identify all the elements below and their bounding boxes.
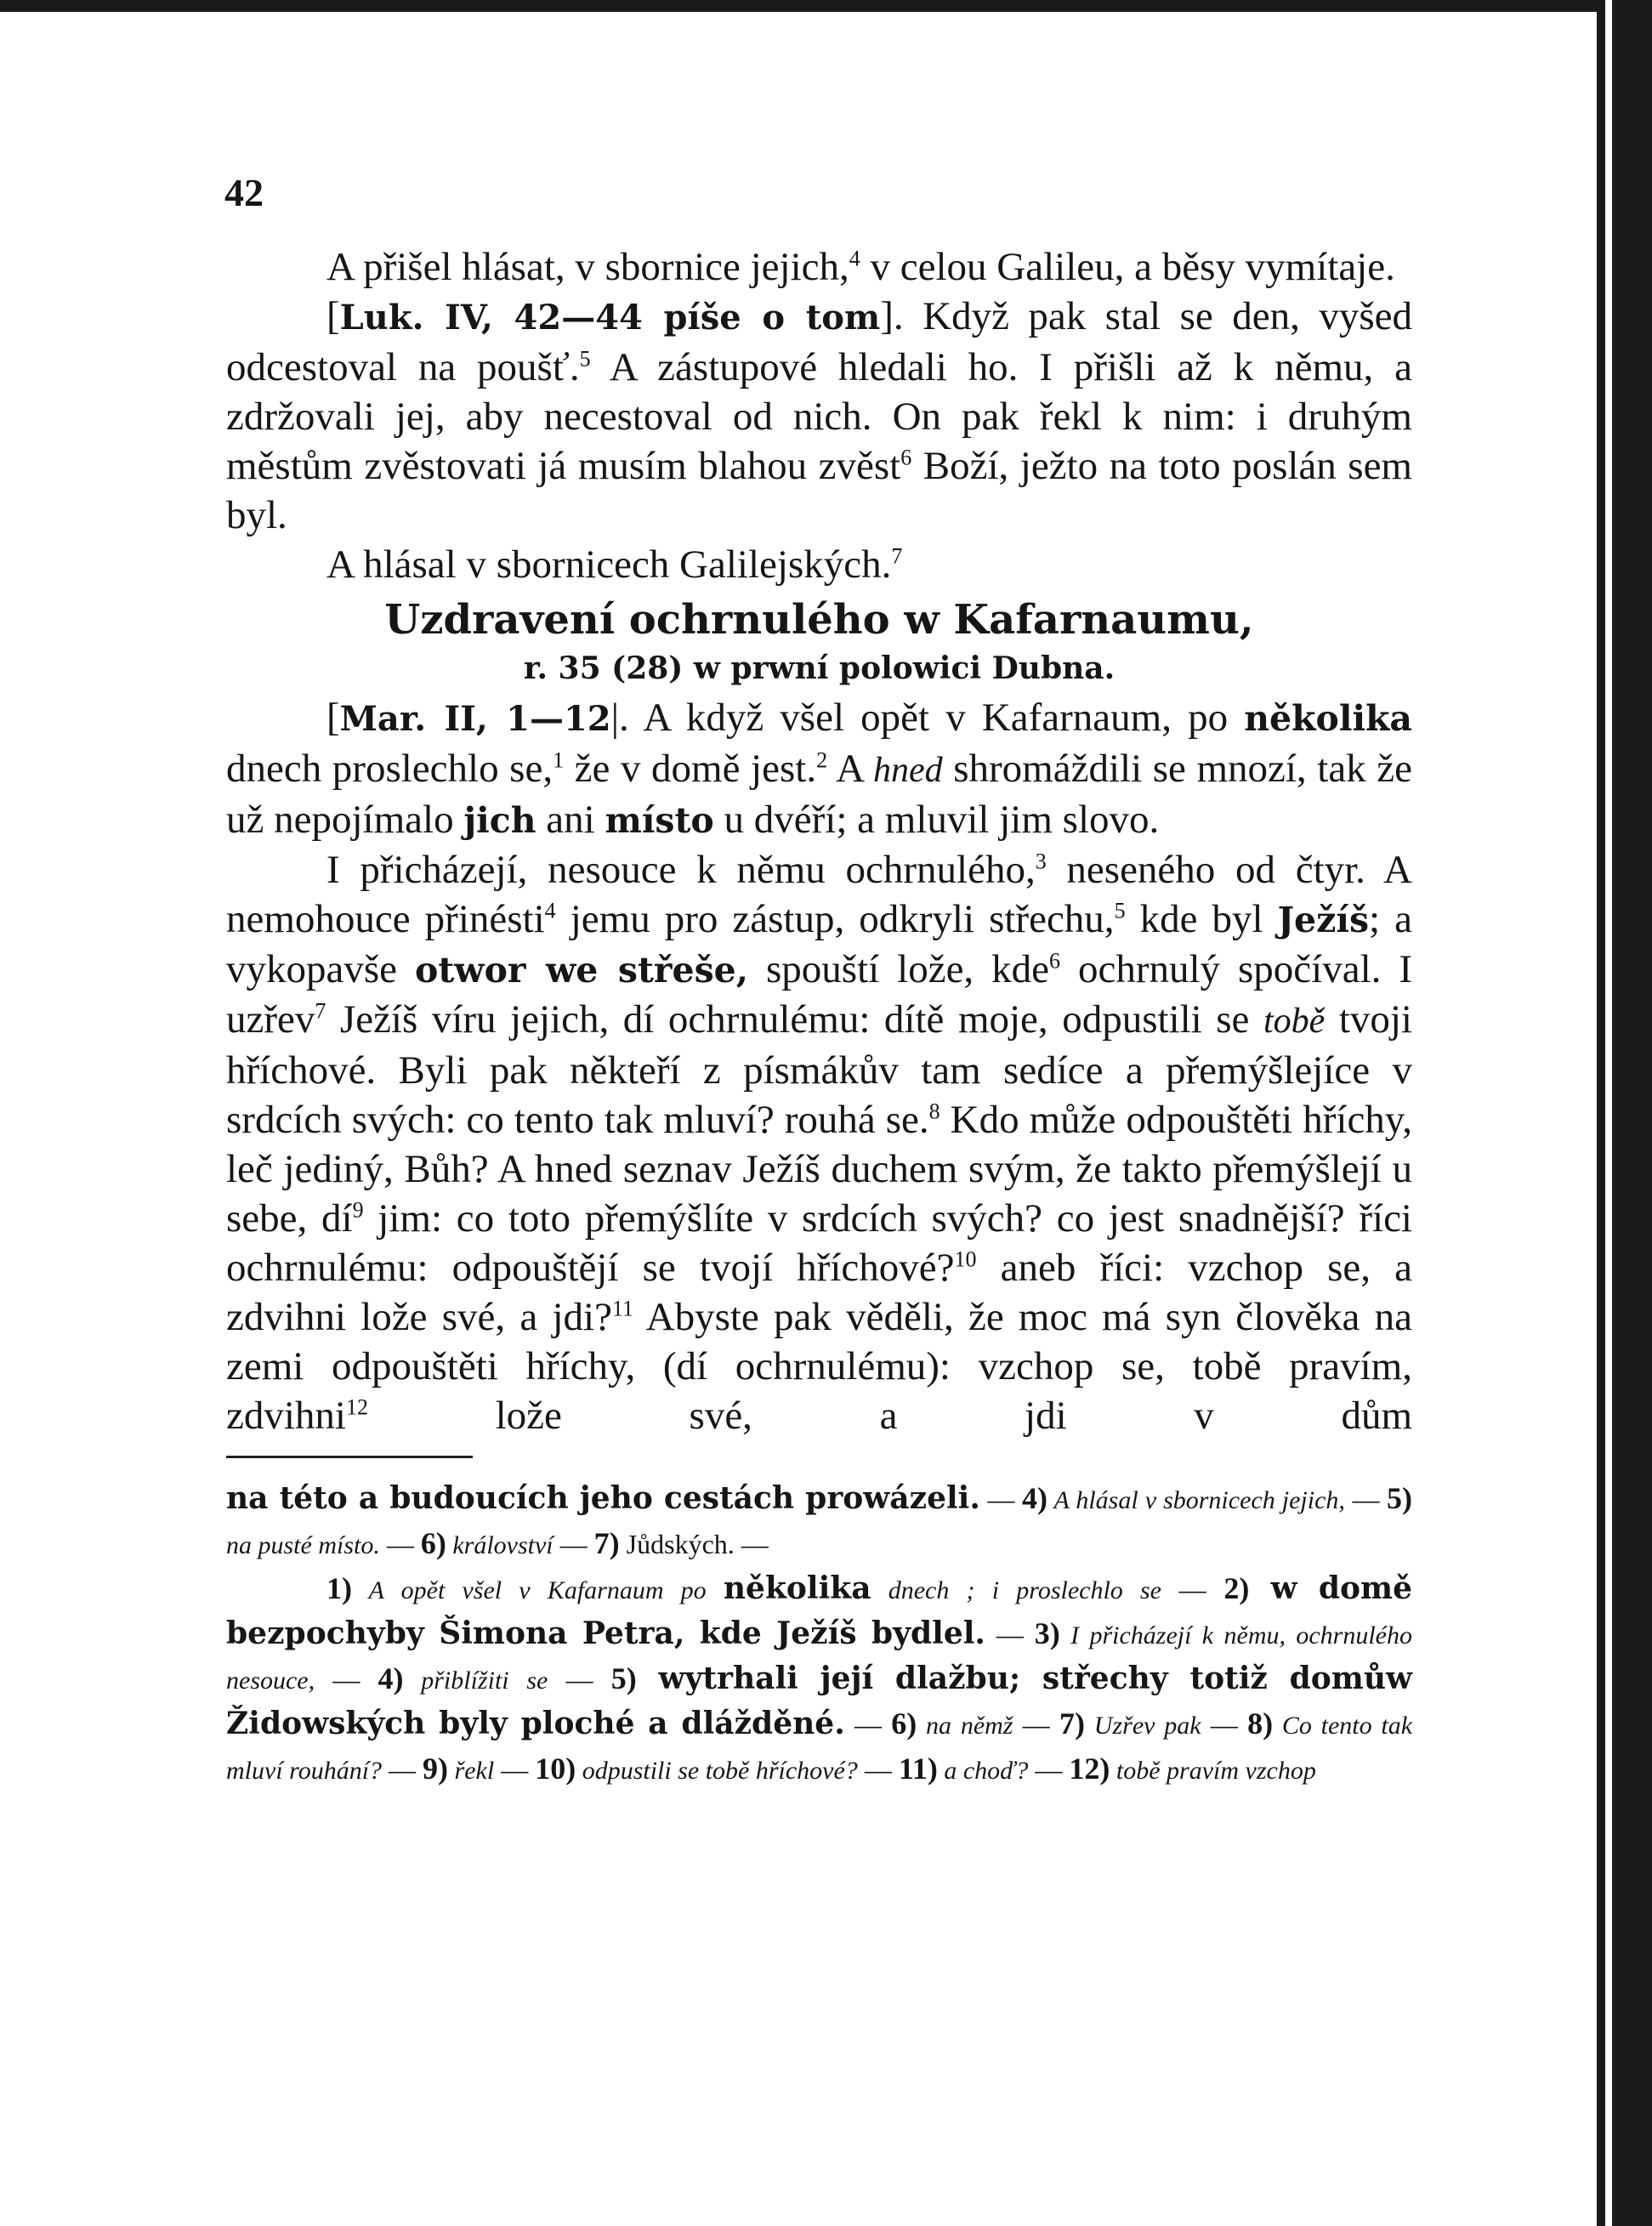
footnote-text: přiblížiti se	[403, 1667, 548, 1695]
scan-border-top	[0, 0, 1652, 12]
blackletter-text: místo	[605, 800, 714, 841]
footnote-text: na pusté místo.	[226, 1531, 380, 1559]
text: v celou Galileu, a běsy vymítaje.	[860, 245, 1395, 289]
footnote-text: odpustili se tobě hříchové?	[576, 1757, 858, 1785]
footnote-number: 10)	[535, 1752, 576, 1786]
text: A hlásal v sbornicech Galilejských.	[326, 542, 892, 587]
note-ref: 5	[1114, 898, 1126, 923]
footnote-number: 5)	[1387, 1481, 1413, 1515]
footnote-block-2	[226, 1567, 1412, 1792]
text: Ježíš víru jejich, dí ochrnulému: dítě moje, odpustili se	[326, 997, 1263, 1042]
footnote-text: dnech ; i proslechlo se	[871, 1576, 1161, 1604]
note-ref: 10	[954, 1246, 977, 1272]
blackletter-text: několika	[723, 1570, 871, 1606]
blackletter-text: jich	[463, 800, 536, 841]
dash: —	[1013, 1709, 1060, 1740]
note-ref: 12	[345, 1394, 368, 1420]
italic-text: tobě	[1263, 1002, 1326, 1041]
footnote-text: Uzřev pak	[1085, 1712, 1201, 1740]
dash: —	[1028, 1754, 1070, 1785]
text: že v domě jest.	[564, 747, 817, 791]
note-ref: 7	[891, 543, 903, 569]
note-ref: 9	[352, 1197, 364, 1223]
text: A přišel hlásat, v sbornice jejich,	[326, 245, 849, 289]
footnote-number: 7)	[593, 1526, 620, 1560]
text: ani	[536, 798, 605, 842]
blackletter-text: wytrhali její dlažbu; střechy totiž domůw Židowských byly ploché a dlážděné.	[226, 1661, 1413, 1741]
note-ref: 4	[849, 246, 860, 271]
blackletter-text: Ježíš	[1277, 900, 1370, 940]
dash: —	[382, 1754, 423, 1785]
note-ref: 5	[579, 346, 591, 372]
text: Abyste pak věděli, že moc má syn člověka na zemi odpouštěti hříchy, (dí ochrnulému): vzchop se, tobě pravím, zdvihni	[226, 1295, 1413, 1438]
text: ochrnulý spočíval. I uzřev	[226, 947, 1413, 1042]
footnote-number: 11)	[898, 1752, 938, 1786]
text: neseného od čtyr. A nemohouce přinésti	[226, 848, 1412, 941]
note-ref: 1	[553, 747, 565, 773]
dash: —	[553, 1529, 594, 1559]
text: |. A když všel opět v Kafarnaum, po	[610, 696, 1245, 740]
footnote-number: 4)	[1021, 1481, 1047, 1515]
cross-reference: Mar. II, 1—12	[339, 699, 611, 739]
italic-text: hned	[873, 751, 943, 790]
note-ref: 2	[816, 747, 828, 773]
text: tvoji hříchové. Byli pak někteří z písmákův tam sedíce a přemýšlejíce v srdcích svých: co tento tak mluví? rouhá se.	[226, 997, 1412, 1142]
text: shromáždili se mnozí, tak že už nepojímalo	[226, 747, 1412, 842]
footnote-number: 8)	[1247, 1706, 1274, 1740]
dash: —	[494, 1754, 536, 1785]
cross-reference: Luk. IV, 42—44 píše o tom	[339, 298, 881, 338]
scan-border-right	[1597, 0, 1652, 2226]
bracket: [	[326, 696, 340, 740]
dash: —	[844, 1709, 892, 1740]
footnote-text: Co tento tak mluví rouhání?	[226, 1712, 1413, 1785]
dash: —	[1201, 1709, 1248, 1740]
footnote-number: 4)	[378, 1661, 404, 1695]
text: jim: co toto přemýšlíte v srdcích svých? co jest snadnější? říci ochrnulému: odpouštějí se tvojí hříchové?	[226, 1196, 1412, 1290]
note-ref: 6	[900, 445, 912, 470]
footnote-text: I přicházejí k němu, ochrnulého nesouce,	[226, 1621, 1412, 1695]
footnote-number: 1)	[326, 1571, 352, 1605]
text: lože své, a jdi v dům	[367, 1394, 1412, 1438]
footnote-number: 9)	[423, 1752, 449, 1786]
dash: —	[734, 1529, 769, 1559]
dash: —	[985, 1619, 1035, 1650]
footnote-block-1	[226, 1477, 1412, 1567]
footnote-number: 3)	[1034, 1616, 1060, 1650]
footnote-text: tobě pravím vzchop	[1110, 1757, 1316, 1785]
text: jemu pro zástup, odkryli střechu,	[555, 897, 1115, 941]
blackletter-text: w domě bezpochyby Šimona Petra, kde Ježíš bydlel.	[226, 1570, 1412, 1651]
text: aneb říci: vzchop se, a zdvihni lože své, a jdi?	[226, 1246, 1412, 1339]
blackletter-text: otwor we střeše,	[414, 950, 749, 991]
footnote-number: 2)	[1223, 1571, 1250, 1605]
text: Boží, ježto na toto poslán sem byl.	[226, 444, 1412, 537]
paragraph-2	[226, 292, 1412, 540]
text: A zástupové hledali ho. I přišli až k němu, a zdržovali jej, aby necestoval od nich. On pak řekl k nim: i druhým městům zvěstovati já musím blahou zvěst	[226, 345, 1412, 488]
note-ref: 8	[928, 1099, 940, 1124]
body-text	[226, 242, 1412, 1440]
text: I přicházejí, nesouce k němu ochrnulého,	[326, 848, 1036, 892]
note-ref: 4	[544, 898, 556, 923]
blackletter-text: několika	[1244, 698, 1412, 739]
footnote-text: a choď?	[937, 1757, 1029, 1785]
text: ]. Když pak stal se den, vyšed odcestoval na poušť.	[226, 294, 1412, 389]
footnote-number: 12)	[1069, 1752, 1110, 1786]
footnotes	[226, 1477, 1412, 1792]
footnote-divider	[226, 1456, 473, 1458]
blackletter-text: na této a budoucích jeho cestách prowázeli.	[226, 1480, 980, 1516]
dash: —	[857, 1754, 899, 1785]
note-ref: 11	[611, 1296, 633, 1321]
footnote-number: 6)	[891, 1706, 917, 1740]
bracket: [	[326, 294, 340, 338]
note-ref: 7	[315, 998, 326, 1024]
dash: —	[1344, 1484, 1388, 1514]
dash: —	[379, 1529, 421, 1559]
note-ref: 3	[1035, 849, 1047, 874]
text: A	[827, 747, 873, 791]
footnote-text: království	[446, 1531, 554, 1559]
text: ; a vykopavše	[226, 897, 1413, 991]
section-subheading: r. 35 (28) w prwní polowici Dubna.	[523, 650, 1116, 686]
dash: —	[1161, 1574, 1224, 1604]
footnote-number: 5)	[610, 1661, 637, 1695]
footnote-text: Jůdských.	[619, 1529, 735, 1559]
section-heading: Uzdravení ochrnulého w Kafarnaumu,	[384, 596, 1254, 644]
book-page	[226, 170, 1412, 1792]
footnote-number: 7)	[1059, 1706, 1086, 1740]
dash: —	[315, 1664, 378, 1695]
note-ref: 6	[1049, 948, 1061, 974]
paragraph-4	[226, 693, 1412, 845]
footnote-text: A opět všel v Kafarnaum po	[352, 1576, 724, 1604]
paragraph-1	[226, 242, 1412, 292]
page-number: 42	[224, 171, 264, 214]
footnote-number: 6)	[420, 1526, 446, 1560]
footnote-text: řekl	[448, 1757, 495, 1785]
footnote-text: A hlásal v sbornicech jejich,	[1047, 1486, 1345, 1514]
footnote-text: na němž	[917, 1712, 1013, 1740]
text: kde byl	[1125, 897, 1278, 941]
text: spouští lože, kde	[748, 947, 1050, 991]
paragraph-5	[226, 845, 1412, 1440]
dash: —	[548, 1664, 611, 1695]
dash: —	[979, 1484, 1022, 1514]
paragraph-3	[226, 540, 1412, 589]
text: u dvéří; a mluvil jim slovo.	[713, 798, 1160, 842]
text: Kdo může odpouštěti hříchy, leč jediný, Bůh? A hned seznav Ježíš duchem svým, že takto přemýšlejí u sebe, dí	[226, 1098, 1412, 1241]
text: dnech proslechlo se,	[226, 747, 554, 791]
